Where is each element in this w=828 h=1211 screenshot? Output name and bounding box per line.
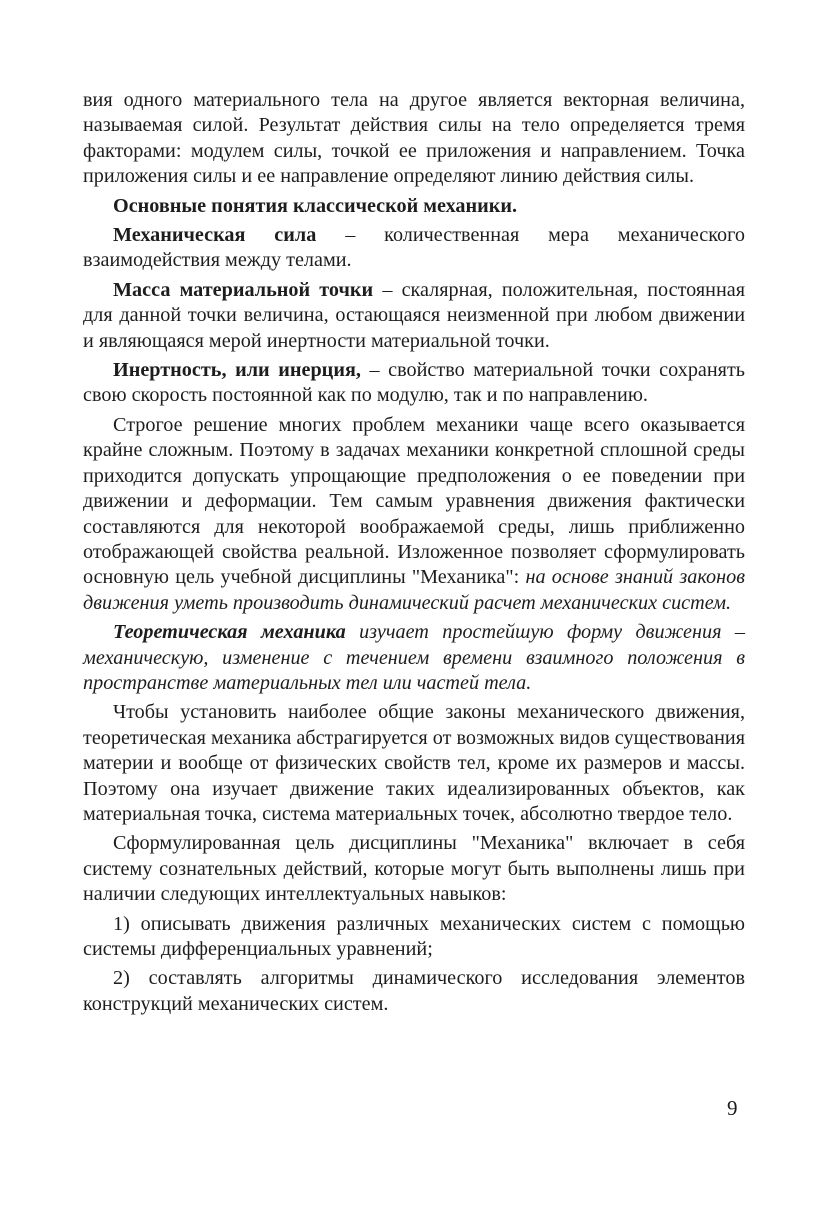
definition-force xyxy=(83,223,745,274)
heading-text: Основные понятия классической механики. xyxy=(113,194,518,217)
section-heading xyxy=(83,194,745,219)
list-item-text: 2) составлять алгоритмы динамического исследования элементов конструкций механических систем. xyxy=(83,967,745,1015)
definition-mass xyxy=(83,278,745,354)
list-item-2 xyxy=(83,966,745,1017)
term-inertia: Инертность, или инерция, xyxy=(113,359,361,382)
definition-theoretical-mechanics xyxy=(83,620,745,696)
paragraph-text: Строгое решение многих проблем механики чаще всего оказывается крайне сложным. Поэтому в задачах механики конкретной сплошной среды приходится допускать упрощающие предположения о ее поведении при движении и деформации. Тем самым уравнения движения фактически составляются для некоторой воображаемой среды, лишь приближенно отображающей свойства реальной. Изложенное позволяет сформулировать основную цель учебной дисциплины "Механика": xyxy=(83,413,745,589)
paragraph-italic-goal: на основе знаний законов движения уметь производить динамический расчет механических систем. xyxy=(83,566,745,614)
definition-text: – скалярная, положительная, постоянная для данной точки величина, остающаяся неизменной при любом движении и являющаяся мерой инертности материальной точки. xyxy=(83,278,746,352)
paragraph-text: Чтобы установить наиболее общие законы механического движения, теоретическая механика абстрагируется от возможных видов существования материи и вообще от физических свойств тел, кроме их размеров и массы. Поэтому она изучает движение таких идеализированных объектов, как материальная точка, система материальных точек, абсолютно твердое тело. xyxy=(83,701,745,825)
list-item-1 xyxy=(83,912,745,963)
term-theoretical-mechanics: Теоретическая механика xyxy=(113,621,346,644)
page-body xyxy=(83,88,745,1021)
paragraph-discipline-goal xyxy=(83,831,745,907)
term-point-mass: Масса материальной точки xyxy=(113,278,374,301)
definition-text: изучает простейшую форму движения – механическую, изменение с течением времени взаимного положения в пространстве материальных тел или частей тела. xyxy=(83,621,745,694)
definition-text: – свойство материальной точки сохранять свою скорость постоянной как по модулю, так и по направлению. xyxy=(83,359,745,407)
paragraph-text: вия одного материального тела на другое является векторная величина, называемая силой. Результат действия силы на тело определяется тремя факторами: модулем силы, точкой ее приложения и направлением. Точка приложения силы и ее направление определяют линию действия силы. xyxy=(83,89,745,188)
paragraph-general-laws xyxy=(83,700,745,827)
paragraph-force-intro xyxy=(83,88,745,190)
definition-inertia xyxy=(83,358,745,409)
list-item-text: 1) описывать движения различных механических систем с помощью системы дифференциальных уравнений; xyxy=(83,912,745,960)
paragraph-text: Сформулированная цель дисциплины "Механика" включает в себя систему сознательных действий, которые могут быть выполнены лишь при наличии следующих интеллектуальных навыков: xyxy=(83,832,745,906)
term-mechanical-force: Механическая сила xyxy=(113,224,317,247)
definition-text: – количественная мера механического взаимодействия между телами. xyxy=(83,224,745,272)
page-number: 9 xyxy=(727,1096,738,1120)
paragraph-strict-solution xyxy=(83,413,745,616)
